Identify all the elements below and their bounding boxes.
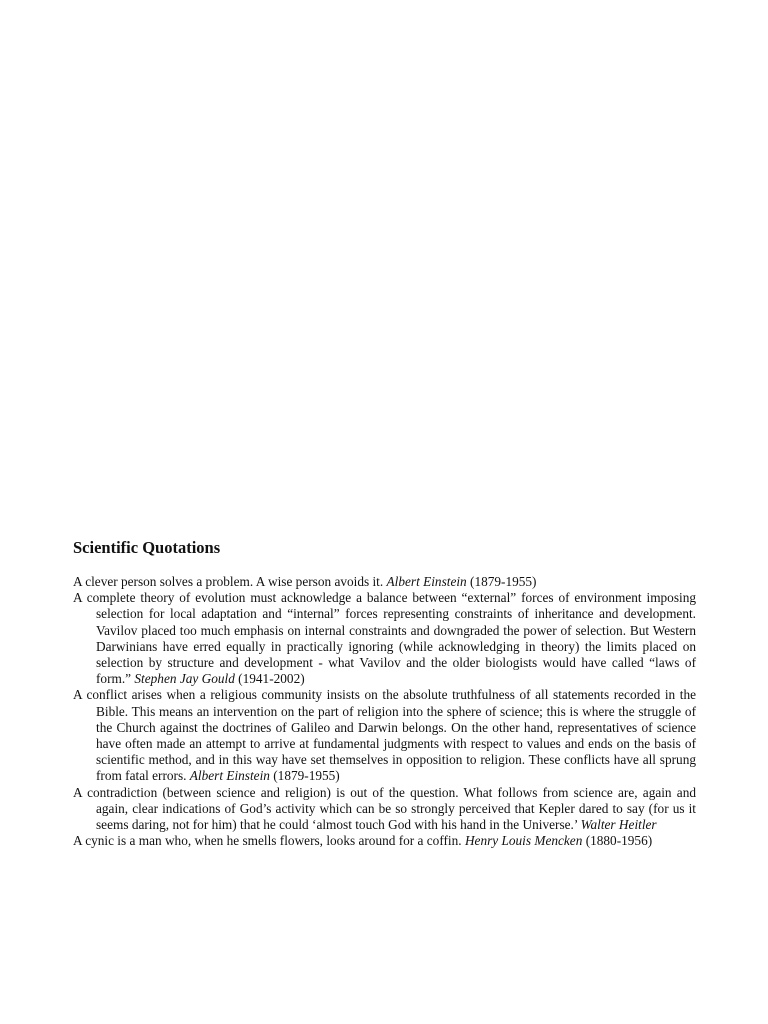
quote-author: Stephen Jay Gould xyxy=(134,671,235,687)
page-title: Scientific Quotations xyxy=(73,538,221,557)
quote-author: Albert Einstein xyxy=(189,768,270,784)
quote-item xyxy=(73,590,696,687)
quote-item xyxy=(73,574,696,590)
quote-item xyxy=(73,833,696,849)
quote-author: Albert Einstein xyxy=(386,574,467,589)
quote-item xyxy=(73,687,696,784)
quote-dates: (1879-1955) xyxy=(470,574,537,589)
quote-list xyxy=(73,574,696,849)
quote-dates: (1879-1955) xyxy=(273,768,340,784)
quote-text: A cynic is a man who, when he smells flowers, looks around for a coffin. xyxy=(73,833,462,849)
quote-item xyxy=(73,785,696,834)
quote-author: Henry Louis Mencken xyxy=(464,833,583,849)
quote-text: A conflict arises when a religious community insists on the absolute truthfulness of all statements recorded in the Bible. This means an intervention on the part of religion into the sphere of science; this is where the struggle of the Church against the doctrines of Galileo and Darwin belongs. On the other hand, representatives of science have often made an attempt to arrive at fundamental judgments with respect to values and ends on the basis of scientific method, and in this way have set themselves in opposition to religion. These conflicts have all sprung from fatal errors. xyxy=(73,687,696,784)
quote-dates: (1880-1956) xyxy=(585,833,653,849)
quote-author: Walter Heitler xyxy=(580,817,657,833)
quote-text: A complete theory of evolution must acknowledge a balance between “external” forces of environment imposing selection for local adaptation and “internal” forces representing constraints of inheritance and development. Vavilov placed too much emphasis on internal constraints and downgraded the power of selection. But Western Darwinians have erred equally in practically ignoring (while acknowledging in theory) the limits placed on selection by structure and development - what Vavilov and the older biologists would have called “laws of form.” xyxy=(73,590,696,687)
quote-text: A contradiction (between science and religion) is out of the question. What follows from science are, again and again, clear indications of God’s activity which can be so strongly perceived that Kepler dared to say (for us it seems daring, not for him) that he could ‘almost touch God with his hand in the Universe.’ xyxy=(73,784,696,833)
quote-text: A clever person solves a problem. A wise person avoids it. xyxy=(73,574,384,589)
quote-dates: (1941-2002) xyxy=(238,671,305,687)
